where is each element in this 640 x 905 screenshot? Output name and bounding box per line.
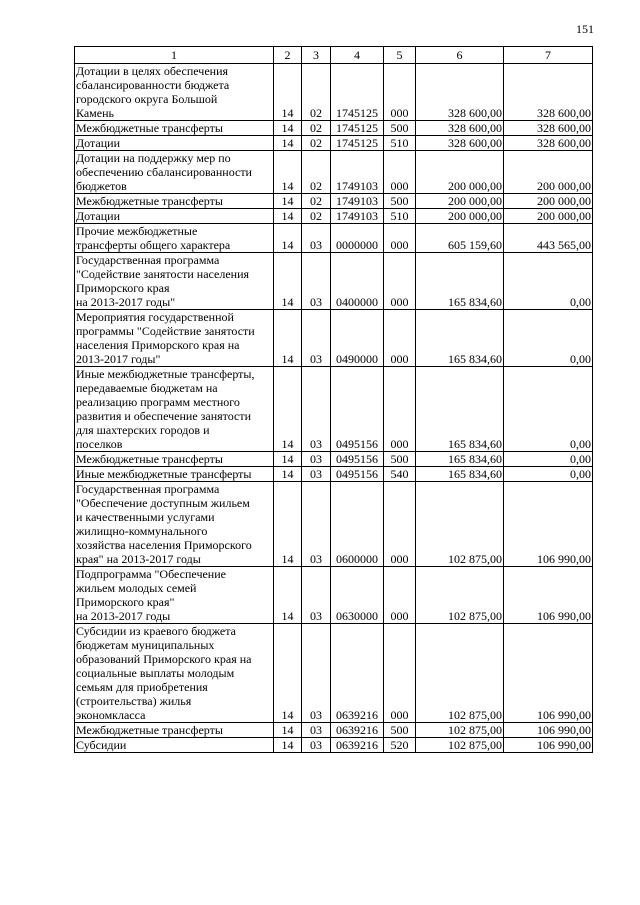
subsection-code: 03 xyxy=(302,452,331,467)
amount-year-1: 200 000,00 xyxy=(416,209,504,224)
item-name: Межбюджетные трансферты xyxy=(75,723,274,738)
amount-year-1: 328 600,00 xyxy=(416,136,504,151)
table-row xyxy=(75,253,593,310)
amount-year-2: 200 000,00 xyxy=(504,194,593,209)
section-code: 14 xyxy=(274,136,302,151)
amount-year-1: 200 000,00 xyxy=(416,194,504,209)
subsection-code: 03 xyxy=(302,253,331,310)
amount-year-1: 165 834,60 xyxy=(416,253,504,310)
subsection-code: 03 xyxy=(302,624,331,723)
amount-year-2: 0,00 xyxy=(504,452,593,467)
table-row xyxy=(75,482,593,567)
subsection-code: 02 xyxy=(302,64,331,121)
amount-year-2: 0,00 xyxy=(504,467,593,482)
table-row xyxy=(75,310,593,367)
amount-year-1: 328 600,00 xyxy=(416,121,504,136)
amount-year-1: 200 000,00 xyxy=(416,151,504,194)
target-article-code: 1749103 xyxy=(331,151,384,194)
expense-type-code: 000 xyxy=(384,567,416,624)
table-row xyxy=(75,467,593,482)
target-article-code: 1749103 xyxy=(331,194,384,209)
section-code: 14 xyxy=(274,738,302,753)
section-code: 14 xyxy=(274,310,302,367)
expense-type-code: 000 xyxy=(384,624,416,723)
subsection-code: 03 xyxy=(302,482,331,567)
column-header: 6 xyxy=(416,47,504,64)
table-row xyxy=(75,567,593,624)
amount-year-1: 102 875,00 xyxy=(416,723,504,738)
expense-type-code: 000 xyxy=(384,310,416,367)
amount-year-2: 106 990,00 xyxy=(504,567,593,624)
page-number: 151 xyxy=(576,22,594,36)
expense-type-code: 000 xyxy=(384,482,416,567)
target-article-code: 0495156 xyxy=(331,467,384,482)
amount-year-1: 605 159,60 xyxy=(416,224,504,253)
expense-type-code: 500 xyxy=(384,723,416,738)
amount-year-1: 102 875,00 xyxy=(416,738,504,753)
subsection-code: 03 xyxy=(302,367,331,452)
amount-year-1: 102 875,00 xyxy=(416,567,504,624)
amount-year-1: 102 875,00 xyxy=(416,482,504,567)
section-code: 14 xyxy=(274,253,302,310)
table-row xyxy=(75,723,593,738)
item-name: Подпрограмма "Обеспечение жильем молодых семей Приморского края" на 2013-2017 годы xyxy=(75,567,274,624)
item-name: Межбюджетные трансферты xyxy=(75,452,274,467)
section-code: 14 xyxy=(274,151,302,194)
table-row xyxy=(75,121,593,136)
subsection-code: 02 xyxy=(302,121,331,136)
expense-type-code: 000 xyxy=(384,224,416,253)
item-name: Государственная программа "Содействие занятости населения Приморского края на 2013-2017 годы" xyxy=(75,253,274,310)
column-header: 7 xyxy=(504,47,593,64)
item-name: Дотации в целях обеспечения сбалансированности бюджета городского округа Большой Камень xyxy=(75,64,274,121)
amount-year-2: 328 600,00 xyxy=(504,136,593,151)
amount-year-2: 0,00 xyxy=(504,253,593,310)
expense-type-code: 000 xyxy=(384,64,416,121)
table-row xyxy=(75,367,593,452)
section-code: 14 xyxy=(274,567,302,624)
subsection-code: 03 xyxy=(302,738,331,753)
expense-type-code: 510 xyxy=(384,136,416,151)
target-article-code: 0495156 xyxy=(331,367,384,452)
expense-type-code: 000 xyxy=(384,253,416,310)
target-article-code: 0495156 xyxy=(331,452,384,467)
item-name: Дотации xyxy=(75,209,274,224)
budget-table xyxy=(74,46,593,753)
amount-year-2: 328 600,00 xyxy=(504,121,593,136)
item-name: Межбюджетные трансферты xyxy=(75,121,274,136)
amount-year-2: 106 990,00 xyxy=(504,723,593,738)
amount-year-2: 328 600,00 xyxy=(504,64,593,121)
item-name: Межбюджетные трансферты xyxy=(75,194,274,209)
table-row xyxy=(75,136,593,151)
target-article-code: 0400000 xyxy=(331,253,384,310)
target-article-code: 0490000 xyxy=(331,310,384,367)
expense-type-code: 500 xyxy=(384,452,416,467)
expense-type-code: 500 xyxy=(384,194,416,209)
target-article-code: 0630000 xyxy=(331,567,384,624)
target-article-code: 0639216 xyxy=(331,738,384,753)
expense-type-code: 000 xyxy=(384,367,416,452)
item-name: Субсидии xyxy=(75,738,274,753)
amount-year-2: 0,00 xyxy=(504,367,593,452)
column-header: 2 xyxy=(274,47,302,64)
table-row xyxy=(75,624,593,723)
table-row xyxy=(75,151,593,194)
table-row xyxy=(75,738,593,753)
item-name: Государственная программа "Обеспечение доступным жильем и качественными услугами жилищно-коммунального хозяйства населения Приморского края" на 2013-2017 годы xyxy=(75,482,274,567)
expense-type-code: 000 xyxy=(384,151,416,194)
subsection-code: 03 xyxy=(302,310,331,367)
table-row xyxy=(75,452,593,467)
item-name: Дотации xyxy=(75,136,274,151)
amount-year-2: 106 990,00 xyxy=(504,624,593,723)
section-code: 14 xyxy=(274,482,302,567)
amount-year-1: 102 875,00 xyxy=(416,624,504,723)
section-code: 14 xyxy=(274,624,302,723)
subsection-code: 02 xyxy=(302,194,331,209)
section-code: 14 xyxy=(274,224,302,253)
section-code: 14 xyxy=(274,723,302,738)
section-code: 14 xyxy=(274,367,302,452)
target-article-code: 1745125 xyxy=(331,136,384,151)
table-row xyxy=(75,209,593,224)
expense-type-code: 540 xyxy=(384,467,416,482)
table-body xyxy=(75,64,593,753)
amount-year-2: 0,00 xyxy=(504,310,593,367)
column-header: 4 xyxy=(331,47,384,64)
target-article-code: 1745125 xyxy=(331,64,384,121)
target-article-code: 1749103 xyxy=(331,209,384,224)
section-code: 14 xyxy=(274,452,302,467)
subsection-code: 02 xyxy=(302,209,331,224)
target-article-code: 0639216 xyxy=(331,624,384,723)
section-code: 14 xyxy=(274,194,302,209)
subsection-code: 02 xyxy=(302,136,331,151)
amount-year-2: 106 990,00 xyxy=(504,738,593,753)
amount-year-1: 165 834,60 xyxy=(416,367,504,452)
target-article-code: 0639216 xyxy=(331,723,384,738)
item-name: Иные межбюджетные трансферты, передаваемые бюджетам на реализацию программ местного развития и обеспечение занятости для шахтерских городов и поселков xyxy=(75,367,274,452)
amount-year-2: 200 000,00 xyxy=(504,151,593,194)
header-row xyxy=(75,47,593,64)
table-row xyxy=(75,64,593,121)
item-name: Дотации на поддержку мер по обеспечению сбалансированности бюджетов xyxy=(75,151,274,194)
column-header: 1 xyxy=(75,47,274,64)
amount-year-1: 165 834,60 xyxy=(416,467,504,482)
table-row xyxy=(75,194,593,209)
item-name: Мероприятия государственной программы "Содействие занятости населения Приморского края на 2013-2017 годы" xyxy=(75,310,274,367)
subsection-code: 03 xyxy=(302,224,331,253)
target-article-code: 0000000 xyxy=(331,224,384,253)
expense-type-code: 500 xyxy=(384,121,416,136)
amount-year-2: 106 990,00 xyxy=(504,482,593,567)
subsection-code: 02 xyxy=(302,151,331,194)
amount-year-1: 165 834,60 xyxy=(416,452,504,467)
amount-year-1: 165 834,60 xyxy=(416,310,504,367)
item-name: Иные межбюджетные трансферты xyxy=(75,467,274,482)
column-header: 3 xyxy=(302,47,331,64)
section-code: 14 xyxy=(274,209,302,224)
section-code: 14 xyxy=(274,64,302,121)
subsection-code: 03 xyxy=(302,723,331,738)
amount-year-2: 443 565,00 xyxy=(504,224,593,253)
item-name: Прочие межбюджетные трансферты общего характера xyxy=(75,224,274,253)
amount-year-1: 328 600,00 xyxy=(416,64,504,121)
table-row xyxy=(75,224,593,253)
subsection-code: 03 xyxy=(302,567,331,624)
column-header: 5 xyxy=(384,47,416,64)
expense-type-code: 510 xyxy=(384,209,416,224)
target-article-code: 0600000 xyxy=(331,482,384,567)
target-article-code: 1745125 xyxy=(331,121,384,136)
section-code: 14 xyxy=(274,121,302,136)
amount-year-2: 200 000,00 xyxy=(504,209,593,224)
expense-type-code: 520 xyxy=(384,738,416,753)
section-code: 14 xyxy=(274,467,302,482)
item-name: Субсидии из краевого бюджета бюджетам муниципальных образований Приморского края на социальные выплаты молодым семьям для приобретения (строительства) жилья экономкласса xyxy=(75,624,274,723)
subsection-code: 03 xyxy=(302,467,331,482)
